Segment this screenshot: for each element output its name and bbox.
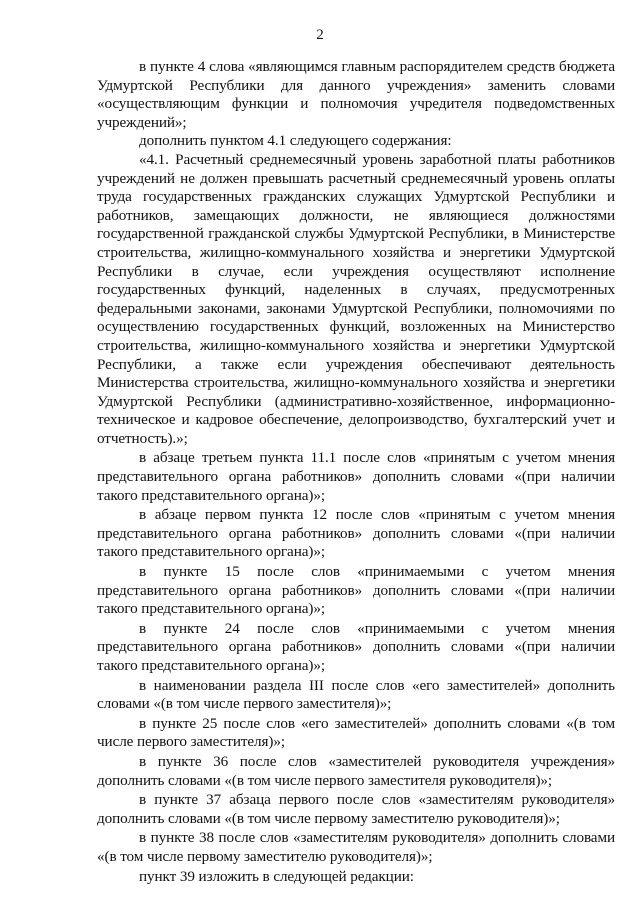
paragraph-item-4-1-text: «4.1. Расчетный среднемесячный уровень заработной платы работников учреждений не должен превышать расчетный среднемесячный уровень оплаты труда государственных гражданских служащих Удмуртской Республики и работников, замещающих должности, не являющиеся должностями государственной гражданской службы Удмуртской Республики, в Министерстве строительства, жилищно-коммунального хозяйства и энергетики Удмуртской Республики в случае, если учреждения осуществляют исполнение государственных функций, наделенных в случаях, предусмотренных федеральными законами, законами Удмуртской Республики, полномочиями по осуществлению государственных функций, возложенных на Министерство строительства, жилищно-коммунального хозяйства и энергетики Удмуртской Республики, а также если учреждения обеспечивают деятельность Министерства строительства, жилищно-коммунального хозяйства и энергетики Удмуртской Республики (административно-хозяйственное, информационно-техническое и кадровое обеспечение, делопроизводство, бухгалтерский учет и отчетность).»;	[97, 150, 615, 447]
paragraph-item-24: в пункте 24 после слов «принимаемыми с учетом мнения представительного органа работников» дополнить словами «(при наличии такого представительного органа)»;	[97, 619, 615, 674]
paragraph-item-11-1: в абзаце третьем пункта 11.1 после слов «принятым с учетом мнения представительного органа работников» дополнить словами «(при наличии такого представительного органа)»;	[97, 449, 615, 504]
paragraph-item-36: в пункте 36 после слов «заместителей руководителя учреждения» дополнить словами «(в том числе первого заместителя руководителя)»;	[97, 752, 615, 789]
paragraph-item-25: в пункте 25 после слов «его заместителей» дополнить словами «(в том числе первого заместителя)»;	[97, 714, 615, 751]
paragraph-item-37: в пункте 37 абзаца первого после слов «заместителям руководителя» дополнить словами «(в том числе первому заместителю руководителя)»;	[97, 791, 615, 827]
paragraph-add-item-4-1: дополнить пунктом 4.1 следующего содержания:	[139, 132, 452, 150]
paragraph-item-15: в пункте 15 после слов «принимаемыми с учетом мнения представительного органа работников» дополнить словами «(при наличии такого представительного органа)»;	[97, 563, 615, 618]
paragraph-item-38: в пункте 38 после слов «заместителям руководителя» дополнить словами «(в том числе первому заместителю руководителя)»;	[97, 829, 615, 865]
document-body	[97, 58, 615, 886]
paragraph-item-12: в абзаце первом пункта 12 после слов «принятым с учетом мнения представительного органа работников» дополнить словами «(при наличии такого представительного органа)»;	[97, 506, 615, 561]
paragraph-section-3-title: в наименовании раздела III после слов «его заместителей» дополнить словами «(в том числе первого заместителя)»;	[97, 676, 615, 713]
paragraph-item-39: пункт 39 изложить в следующей редакции:	[139, 867, 414, 885]
paragraph-item-4-replacement: в пункте 4 слова «являющимся главным распорядителем средств бюджета Удмуртской Республики для данного учреждения» заменить словами «осуществляющим функции и полномочия учредителя подведомственных учреждений»;	[97, 58, 615, 131]
page-number: 2	[316, 27, 324, 43]
